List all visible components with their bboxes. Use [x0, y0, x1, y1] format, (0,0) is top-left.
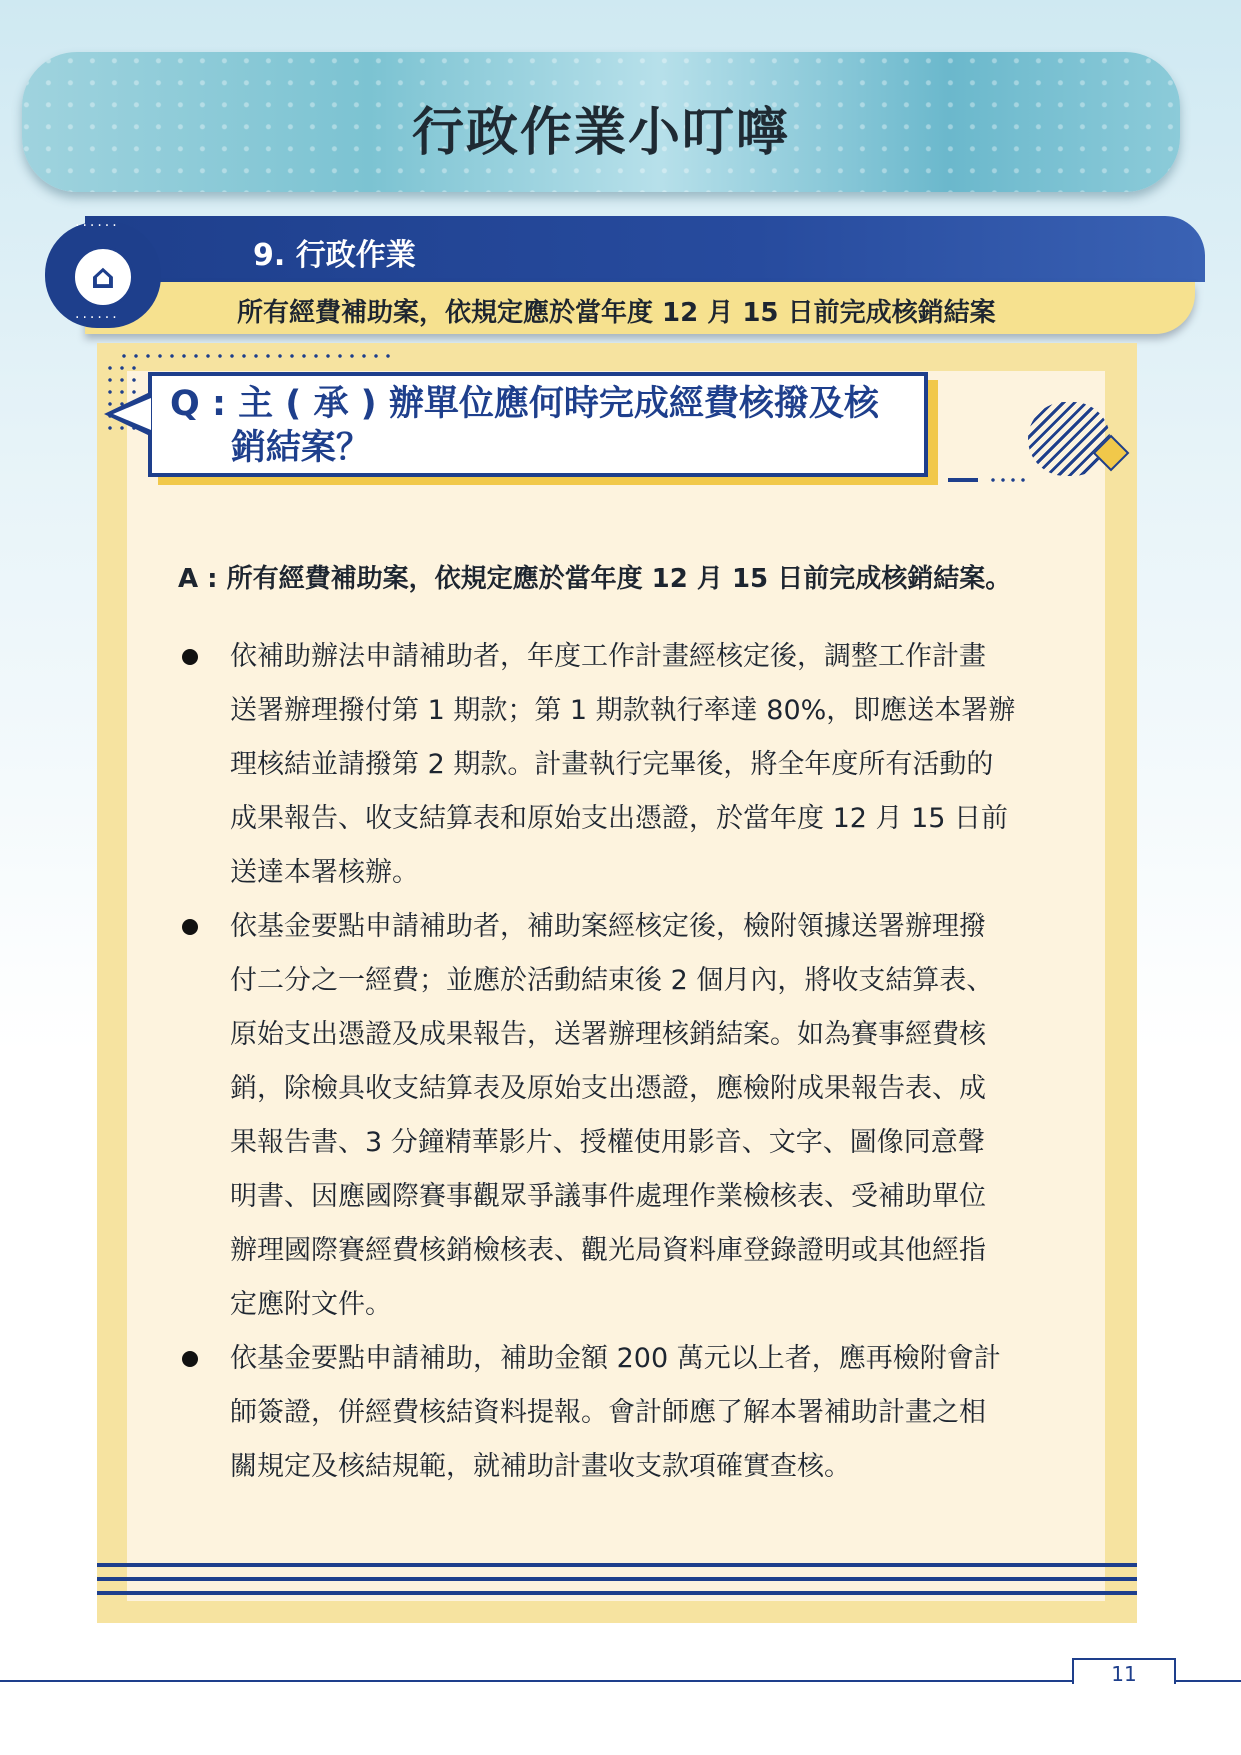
bullet-line: 送署辦理撥付第 1 期款；第 1 期款執行率達 80%，即應送本署辦	[230, 695, 1016, 726]
question-line: Q : 主 ( 承 ) 辦單位應何時完成經費核撥及核	[170, 384, 879, 424]
page-title: 行政作業小叮嚀	[411, 103, 790, 163]
bullet-line: 關規定及核結規範，就補助計畫收支款項確實查核。	[230, 1451, 851, 1482]
bullet-line: 定應附文件。	[230, 1289, 392, 1320]
dash-decoration-icon	[948, 478, 978, 482]
section-header	[45, 216, 1205, 336]
section-subtitle: 所有經費補助案，依規定應於當年度 12 月 15 日前完成核銷結案	[237, 298, 996, 328]
bullet-item	[178, 1332, 1068, 1494]
answer-bullet-list	[178, 630, 1068, 1494]
page-number: 11	[1072, 1658, 1176, 1684]
badge-dots-top-icon: ······	[75, 218, 120, 234]
bullet-line: 送達本署核辦。	[230, 857, 419, 888]
bullet-line: 成果報告、收支結算表和原始支出憑證，於當年度 12 月 15 日前	[230, 803, 1009, 834]
bullet-line: 依補助辦法申請補助者，年度工作計畫經核定後，調整工作計畫	[230, 641, 986, 672]
question-line: 銷結案？	[170, 428, 371, 468]
section-subtitle-bar	[85, 282, 1195, 334]
dots-decoration-icon	[988, 476, 1030, 484]
section-title-bar	[85, 216, 1205, 282]
logo-badge	[45, 218, 161, 328]
bullet-line: 銷，除檢具收支結算表及原始支出憑證，應檢附成果報告表、成	[230, 1073, 986, 1104]
bullet-item	[178, 630, 1068, 900]
footer-rule	[0, 1680, 1241, 1682]
bullet-line: 理核結並請撥第 2 期款。計畫執行完畢後，將全年度所有活動的	[230, 749, 994, 780]
title-banner	[22, 52, 1180, 192]
speech-tail-inner-icon	[113, 398, 151, 430]
bullet-line: 師簽證，併經費核結資料提報。會計師應了解本署補助計畫之相	[230, 1397, 986, 1428]
bullet-icon	[182, 1351, 198, 1367]
answer-summary: A : 所有經費補助案，依規定應於當年度 12 月 15 日前完成核銷結案。	[178, 564, 1012, 594]
agency-logo-icon: ⌂	[72, 246, 134, 308]
question-text	[170, 382, 879, 470]
question-box	[148, 372, 928, 477]
bullet-line: 辦理國際賽經費核銷檢核表、觀光局資料庫登錄證明或其他經指	[230, 1235, 986, 1266]
bullet-line: 果報告書、3 分鐘精華影片、授權使用影音、文字、圖像同意聲	[230, 1127, 985, 1158]
section-title: 9. 行政作業	[253, 238, 416, 273]
badge-dots-bottom-icon: ······	[75, 310, 120, 326]
bullet-line: 付二分之一經費；並應於活動結束後 2 個月內，將收支結算表、	[230, 965, 994, 996]
bullet-icon	[182, 919, 198, 935]
bullet-line: 依基金要點申請補助者，補助案經核定後，檢附領據送署辦理撥	[230, 911, 986, 942]
bullet-line: 依基金要點申請補助，補助金額 200 萬元以上者，應再檢附會計	[230, 1343, 1001, 1374]
panel-bottom-lines	[97, 1563, 1137, 1599]
hatched-circle-icon	[1028, 402, 1110, 476]
bullet-line: 明書、因應國際賽事觀眾爭議事件處理作業檢核表、受補助單位	[230, 1181, 986, 1212]
dots-decoration-icon	[118, 350, 398, 362]
bullet-line: 原始支出憑證及成果報告，送署辦理核銷結案。如為賽事經費核	[230, 1019, 986, 1050]
bullet-item	[178, 900, 1068, 1332]
bullet-icon	[182, 649, 198, 665]
